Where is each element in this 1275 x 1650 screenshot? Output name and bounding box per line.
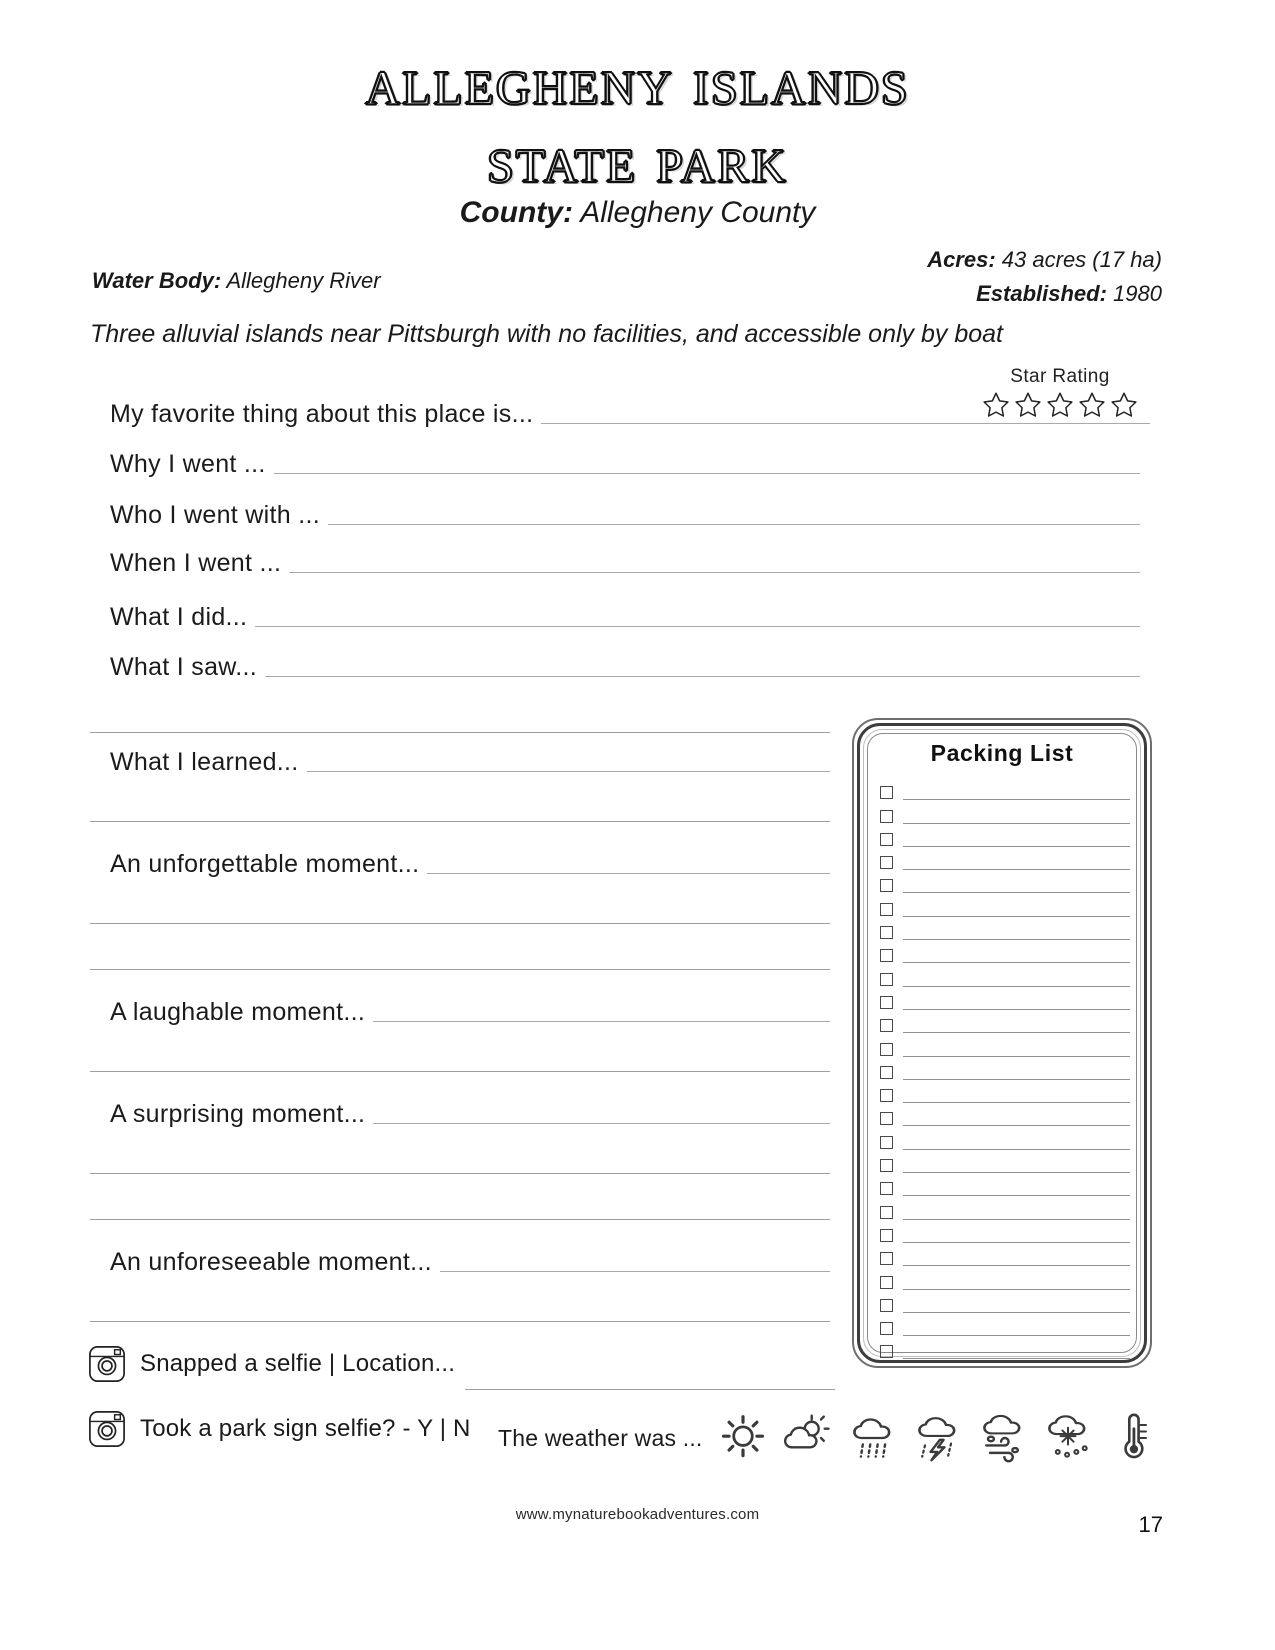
cloud-wind-icon[interactable] (977, 1412, 1029, 1464)
write-line[interactable] (903, 915, 1130, 917)
write-line[interactable] (903, 1124, 1130, 1126)
checkbox-empty-icon[interactable] (880, 1019, 893, 1032)
packing-list-rows[interactable] (880, 780, 1130, 1362)
checkbox-empty-icon[interactable] (880, 903, 893, 916)
checkbox-empty-icon[interactable] (880, 1089, 893, 1102)
checkbox-empty-icon[interactable] (880, 1112, 893, 1125)
packing-list-item[interactable] (880, 1176, 1130, 1199)
checkbox-empty-icon[interactable] (880, 856, 893, 869)
write-line[interactable] (903, 1078, 1130, 1080)
checkbox-empty-icon[interactable] (880, 996, 893, 1009)
acres-label: Acres: (927, 247, 996, 272)
packing-list-item[interactable] (880, 1083, 1130, 1106)
sun-cloud-icon[interactable] (782, 1412, 834, 1464)
write-line[interactable] (903, 845, 1130, 847)
cloud-rain-icon[interactable] (847, 1412, 899, 1464)
checkbox-empty-icon[interactable] (880, 1182, 893, 1195)
checkbox-empty-icon[interactable] (880, 1322, 893, 1335)
cloud-snow-icon[interactable] (1042, 1412, 1094, 1464)
weather-options[interactable] (717, 1412, 1159, 1464)
write-line[interactable] (289, 571, 1140, 573)
write-line[interactable] (903, 1218, 1130, 1220)
checkbox-empty-icon[interactable] (880, 1136, 893, 1149)
write-line[interactable] (90, 1218, 830, 1220)
established-label: Established: (976, 281, 1107, 306)
county-line (0, 196, 1275, 230)
write-line[interactable] (903, 1031, 1130, 1033)
write-line[interactable] (90, 731, 830, 733)
prompt-label: An unforgettable moment... (110, 850, 420, 878)
title-line-1: allegheny islands (365, 43, 910, 119)
prompt-row-when[interactable] (110, 549, 1140, 577)
packing-list-item[interactable] (880, 1013, 1130, 1036)
park-sign-selfie-row[interactable] (88, 1410, 471, 1448)
prompt-block-unforeseeable[interactable] (90, 1248, 830, 1322)
park-sign-selfie-label[interactable]: Took a park sign selfie? - Y | N (140, 1415, 471, 1442)
packing-list-item[interactable] (880, 1246, 1130, 1269)
star-rating-label: Star Rating (1010, 366, 1110, 387)
prompt-label: A laughable moment... (110, 998, 366, 1026)
packing-list-item[interactable] (880, 1316, 1130, 1339)
checkbox-empty-icon[interactable] (880, 1206, 893, 1219)
write-line[interactable] (903, 1008, 1130, 1010)
write-line[interactable] (274, 472, 1140, 474)
camera-icon (88, 1410, 126, 1448)
prompt-label: Why I went ... (110, 450, 266, 478)
write-line[interactable] (903, 1171, 1130, 1173)
park-description: Three alluvial islands near Pittsburgh with no facilities, and accessible only by boat (90, 320, 1003, 348)
write-line[interactable] (903, 1194, 1130, 1196)
write-line[interactable] (90, 820, 830, 822)
checkbox-empty-icon[interactable] (880, 926, 893, 939)
write-line[interactable] (903, 1264, 1130, 1266)
prompt-row-what-saw[interactable] (110, 653, 1140, 681)
established-line (927, 277, 1162, 311)
write-line[interactable] (903, 798, 1130, 800)
write-line[interactable] (903, 961, 1130, 963)
write-line[interactable] (903, 1288, 1130, 1290)
write-line[interactable] (90, 1172, 830, 1174)
write-line[interactable] (440, 1270, 830, 1272)
packing-list-item[interactable] (880, 920, 1130, 943)
write-line[interactable] (903, 1311, 1130, 1313)
prompt-row-who[interactable] (110, 501, 1140, 529)
write-line[interactable] (255, 625, 1140, 627)
thermometer-icon[interactable] (1107, 1412, 1159, 1464)
packing-list-item[interactable] (880, 1339, 1130, 1362)
packing-list-item[interactable] (880, 873, 1130, 896)
acres-value: 43 acres (17 ha) (1001, 247, 1162, 272)
write-line[interactable] (541, 422, 1150, 424)
prompt-label: Who I went with ... (110, 501, 320, 529)
established-value: 1980 (1113, 281, 1162, 306)
checkbox-empty-icon[interactable] (880, 1066, 893, 1079)
checkbox-empty-icon[interactable] (880, 833, 893, 846)
weather-row (498, 1412, 1159, 1464)
prompt-row-why[interactable] (110, 450, 1140, 478)
checkbox-empty-icon[interactable] (880, 1276, 893, 1289)
write-line[interactable] (903, 891, 1130, 893)
packing-list-item[interactable] (880, 966, 1130, 989)
packing-list-item[interactable] (880, 1223, 1130, 1246)
packing-list-item[interactable] (880, 1153, 1130, 1176)
packing-list-item[interactable] (880, 850, 1130, 873)
prompt-block-laughable[interactable] (90, 998, 830, 1072)
packing-list-item[interactable] (880, 1293, 1130, 1316)
write-line[interactable] (903, 1241, 1130, 1243)
packing-list-item[interactable] (880, 1199, 1130, 1222)
packing-list-item[interactable] (880, 803, 1130, 826)
packing-list-item[interactable] (880, 896, 1130, 919)
cloud-lightning-icon[interactable] (912, 1412, 964, 1464)
write-line[interactable] (427, 872, 830, 874)
write-line[interactable] (465, 1388, 835, 1390)
write-line[interactable] (903, 1055, 1130, 1057)
packing-list-item[interactable] (880, 1106, 1130, 1129)
write-line[interactable] (373, 1122, 830, 1124)
checkbox-empty-icon[interactable] (880, 1229, 893, 1242)
selfie-location-row[interactable] (88, 1345, 455, 1383)
page-number: 17 (1138, 1512, 1163, 1537)
packing-list-item[interactable] (880, 1129, 1130, 1152)
prompt-block-surprising[interactable] (90, 1100, 830, 1220)
packing-list-panel (852, 718, 1152, 1368)
footer-url: www.mynaturebookadventures.com (515, 1506, 760, 1523)
page-title (0, 42, 1275, 198)
write-line[interactable] (90, 968, 830, 970)
checkbox-empty-icon[interactable] (880, 1345, 893, 1358)
checkbox-empty-icon[interactable] (880, 1159, 893, 1172)
title-line-2: state park (487, 121, 788, 197)
checkbox-empty-icon[interactable] (880, 810, 893, 823)
checkbox-empty-icon[interactable] (880, 1299, 893, 1312)
checkbox-empty-icon[interactable] (880, 973, 893, 986)
write-line[interactable] (903, 1101, 1130, 1103)
write-line[interactable] (90, 1070, 830, 1072)
prompt-block-unforgettable[interactable] (90, 850, 830, 970)
write-line[interactable] (265, 675, 1140, 677)
write-line[interactable] (903, 822, 1130, 824)
prompt-row-what-did[interactable] (110, 603, 1140, 631)
packing-list-title: Packing List (930, 740, 1074, 766)
prompt-label: What I learned... (110, 748, 299, 776)
prompt-label: A surprising moment... (110, 1100, 366, 1128)
write-line[interactable] (903, 985, 1130, 987)
write-line[interactable] (328, 523, 1140, 525)
county-value: Allegheny County (580, 196, 816, 229)
write-line[interactable] (903, 868, 1130, 870)
prompt-label: When I went ... (110, 549, 282, 577)
weather-label: The weather was ... (498, 1424, 703, 1451)
camera-icon (88, 1345, 126, 1383)
checkbox-empty-icon[interactable] (880, 786, 893, 799)
checkbox-empty-icon[interactable] (880, 1252, 893, 1265)
county-label: County: (459, 196, 573, 229)
write-line[interactable] (373, 1020, 830, 1022)
packing-list-item[interactable] (880, 943, 1130, 966)
prompt-label: What I did... (110, 603, 248, 631)
prompt-label: My favorite thing about this place is... (110, 400, 534, 428)
packing-list-item[interactable] (880, 780, 1130, 803)
packing-list-item[interactable] (880, 827, 1130, 850)
packing-list-item[interactable] (880, 1269, 1130, 1292)
selfie-location-label: Snapped a selfie | Location... (140, 1350, 456, 1377)
prompt-label: An unforeseeable moment... (110, 1248, 432, 1276)
checkbox-empty-icon[interactable] (880, 879, 893, 892)
write-line[interactable] (90, 1320, 830, 1322)
acres-line (927, 243, 1162, 277)
packing-list-item[interactable] (880, 1036, 1130, 1059)
write-line[interactable] (903, 1148, 1130, 1150)
write-line[interactable] (903, 938, 1130, 940)
sun-icon[interactable] (717, 1412, 769, 1464)
water-body-line (92, 268, 381, 294)
packing-list-item[interactable] (880, 990, 1130, 1013)
packing-list-item[interactable] (880, 1060, 1130, 1083)
prompt-row-favorite[interactable] (110, 400, 1150, 428)
prompt-label: What I saw... (110, 653, 258, 681)
water-body-value: Allegheny River (226, 268, 381, 293)
write-line[interactable] (90, 922, 830, 924)
park-stats (927, 243, 1162, 311)
write-line[interactable] (307, 770, 830, 772)
write-line[interactable] (903, 1334, 1130, 1336)
checkbox-empty-icon[interactable] (880, 949, 893, 962)
prompt-block-learned[interactable] (90, 748, 830, 822)
water-body-label: Water Body: (92, 268, 222, 293)
write-line[interactable] (903, 1357, 1130, 1359)
checkbox-empty-icon[interactable] (880, 1043, 893, 1056)
